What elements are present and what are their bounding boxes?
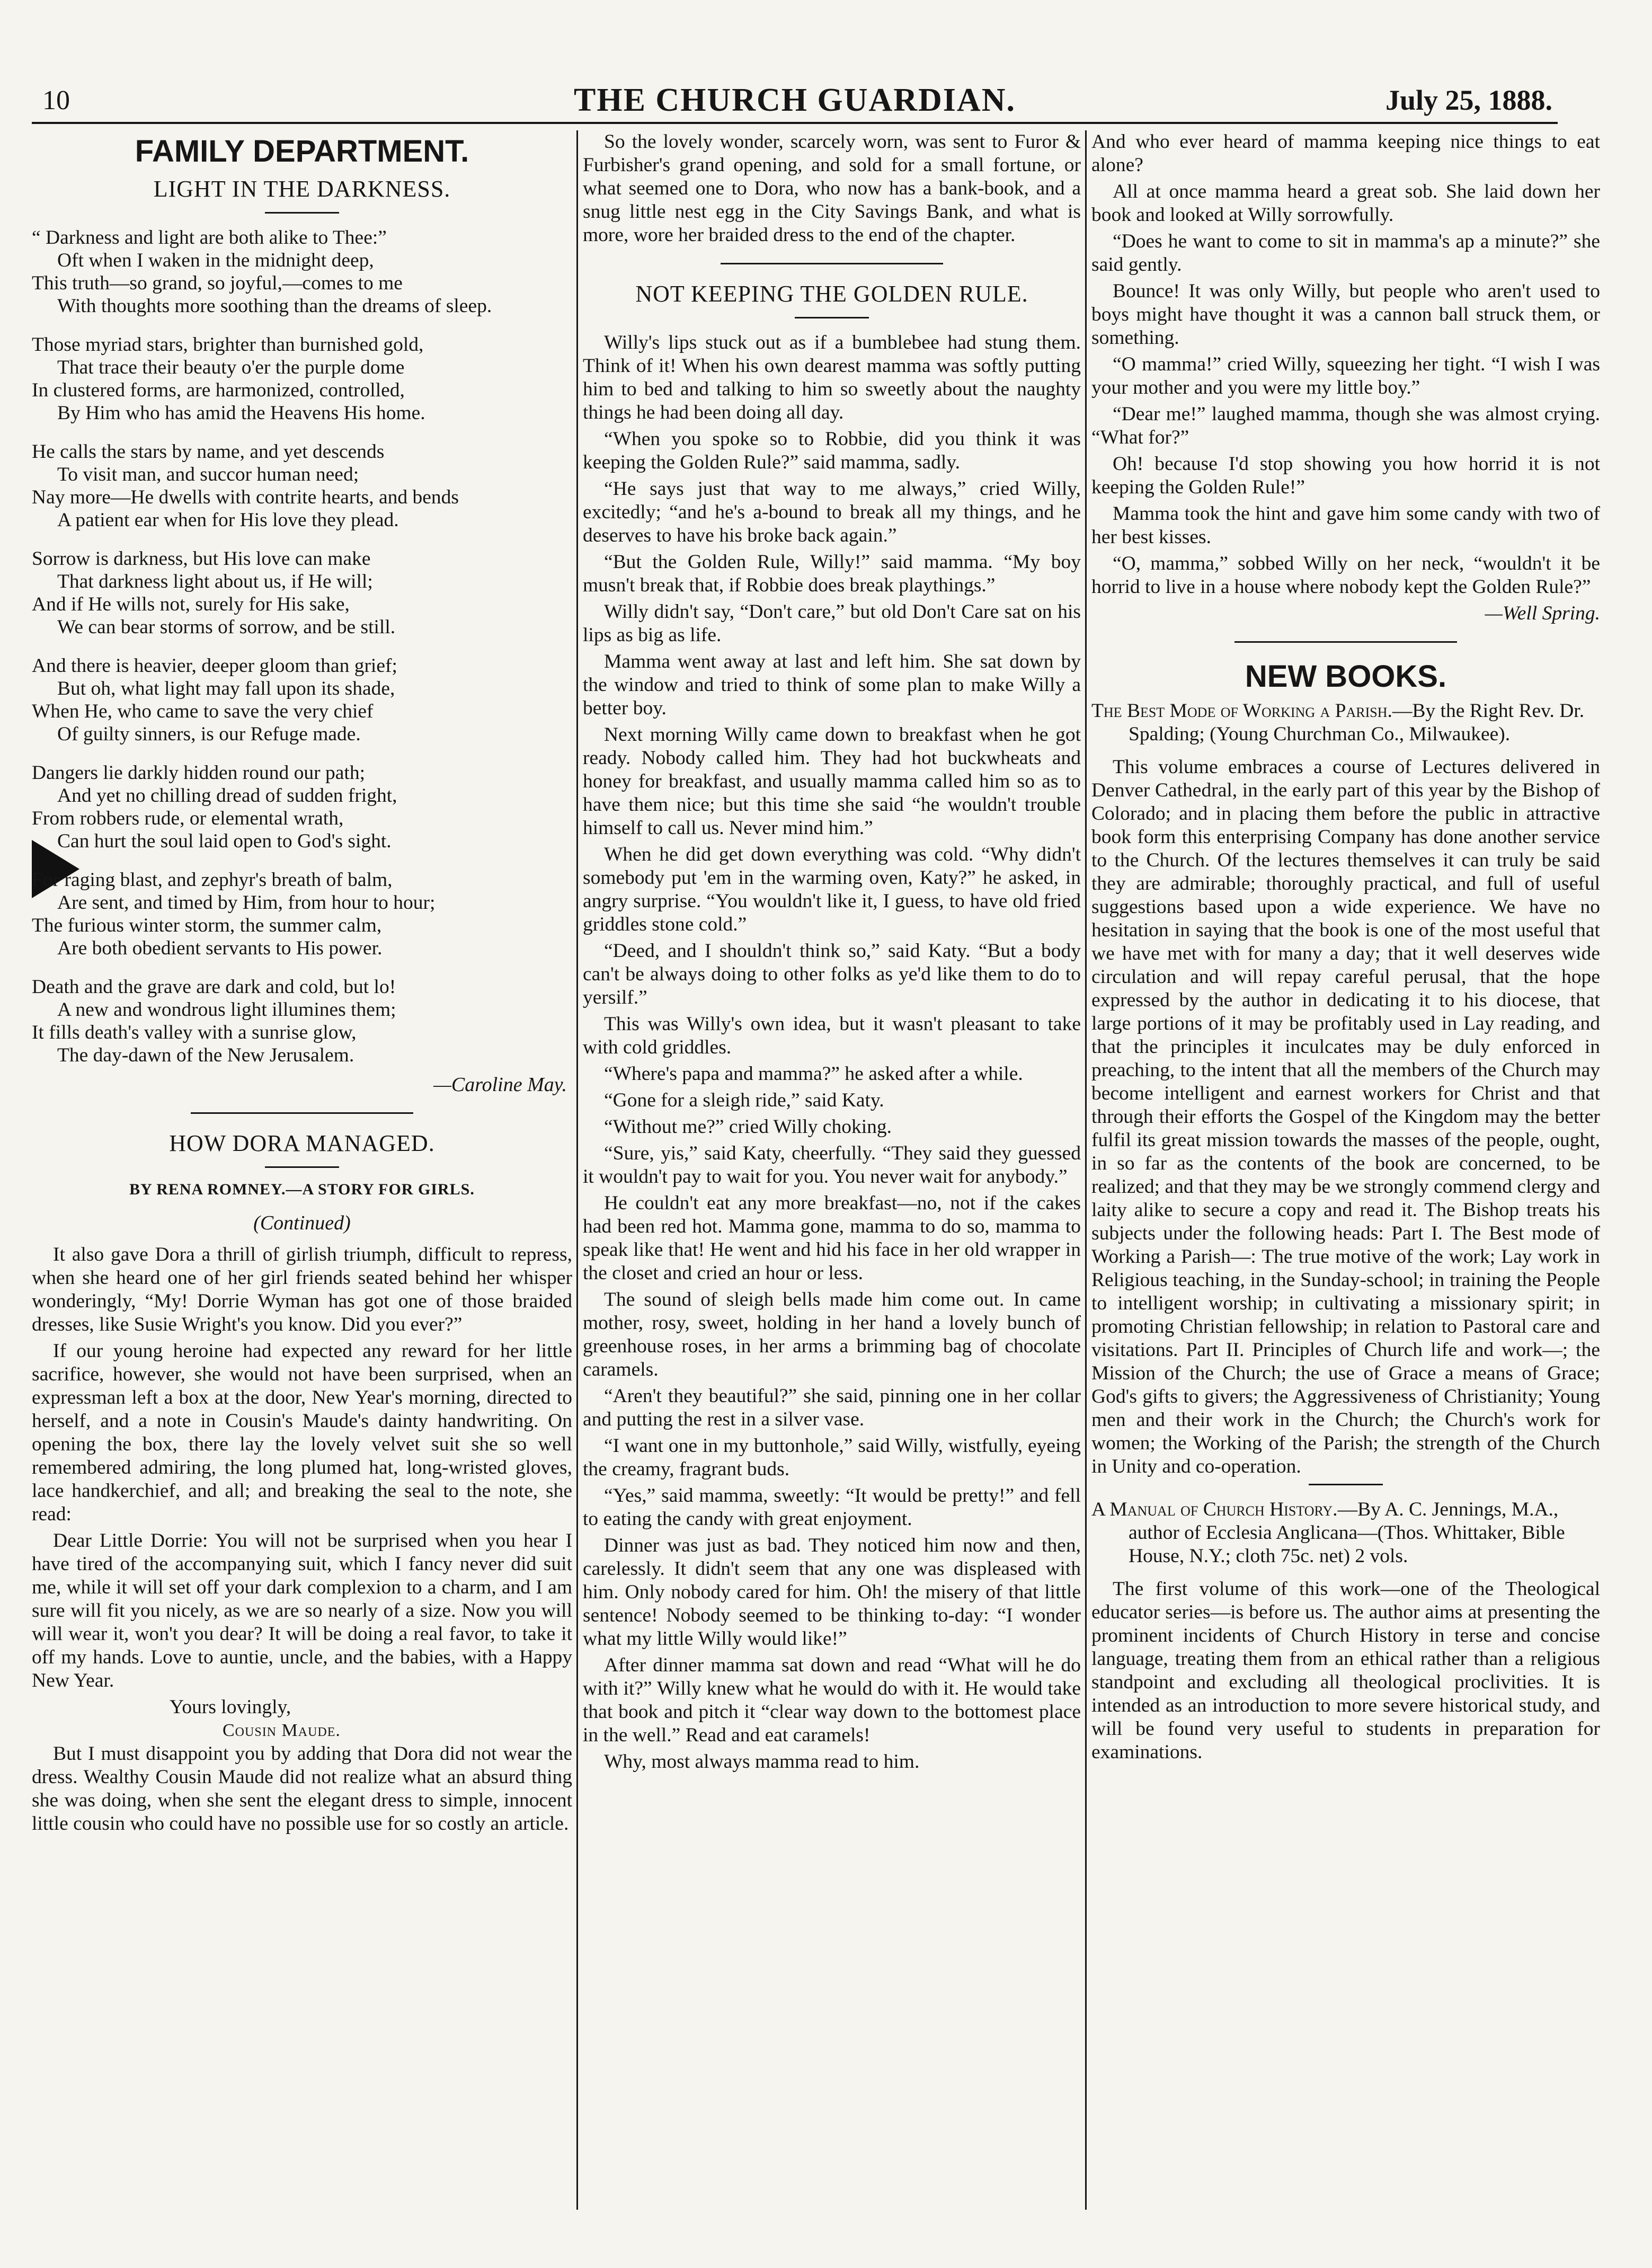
- page-number: 10: [42, 85, 70, 116]
- story-paragraph: All at once mamma heard a great sob. She laid down her book and looked at Willy sorrowfully.: [1091, 181, 1600, 226]
- book-details: —By A. C. Jennings, M.A., author of Ecclesia Anglicana—(Thos. Whittaker, Bible House, N.Y.; cloth 75c. net) 2 vols.: [1129, 1499, 1565, 1567]
- story-paragraph: Dinner was just as bad. They noticed him now and then, carelessly. It didn't seem that any one was displeased with him. Only nobody cared for him. Oh! the misery of that little sentence! Nobody seemed to be thinking to-day: “I wonder what my little Willy would like!”: [583, 1535, 1081, 1650]
- story-paragraph: “But the Golden Rule, Willy!” said mamma. “My boy musn't break that, if Robbie does break playthings.”: [583, 551, 1081, 596]
- poem-line: But oh, what light may fall upon its shade,: [57, 678, 395, 699]
- poem-line: Death and the grave are dark and cold, but lo!: [32, 976, 396, 998]
- story-paragraph: If our young heroine had expected any reward for her little sacrifice, however, she would not have been surprised, when an expressman left a box at the door, New Year's morning, directed to herself, and a note in Cousin's Maude's dainty handwriting. On opening the box, there lay the lovely velvet suit she so well remembered admiring, the long plumed hat, long-wristed gloves, lace handkerchief, and all; and breaking the seal to the note, she read:: [32, 1340, 572, 1525]
- story-paragraph: It also gave Dora a thrill of girlish triumph, difficult to repress, when she heard one of her girl friends seated behind her whisper wonderingly, “My! Dorrie Wyman has got one of those braided dresses, like Susie Wright's you know. Did you ever?”: [32, 1244, 572, 1335]
- newspaper-title: THE CHURCH GUARDIAN.: [574, 82, 1016, 118]
- poem-line: And yet no chilling dread of sudden fright,: [57, 785, 397, 807]
- poem-line: And if He wills not, surely for His sake,: [32, 593, 350, 615]
- book-entry-heading: [1091, 699, 1600, 746]
- poem-line: When He, who came to save the very chief: [32, 701, 374, 722]
- story-paragraph: “O mamma!” cried Willy, squeezing her tight. “I wish I was your mother and you were my little boy.”: [1091, 353, 1600, 398]
- book-details: —By the Right Rev. Dr. Spalding; (Young Churchman Co., Milwaukee).: [1129, 700, 1585, 745]
- story-paragraph: “Without me?” cried Willy choking.: [604, 1116, 892, 1138]
- poem-line: By Him who has amid the Heavens His home.: [57, 402, 425, 424]
- poem-stanza: [32, 547, 572, 639]
- masthead: [32, 74, 1558, 124]
- column-3: [1091, 130, 1600, 2210]
- story-title: HOW DORA MANAGED.: [169, 1130, 435, 1156]
- story-paragraph: “Gone for a sleigh ride,” said Katy.: [604, 1089, 884, 1111]
- divider: [1234, 641, 1457, 643]
- poem-line: That darkness light about us, if He will;: [57, 571, 373, 592]
- poem-line: The furious winter storm, the summer calm,: [32, 915, 382, 936]
- story-paragraph: “He says just that way to me always,” cried Willy, excitedly; “and he's a-bound to break all my things, and he deserves to have his broke back again.”: [583, 478, 1081, 546]
- poem-line: This truth—so grand, so joyful,—comes to me: [32, 272, 403, 294]
- book-entry-heading: [1091, 1498, 1600, 1568]
- story-paragraph: Why, most always mamma read to him.: [604, 1751, 920, 1773]
- book-review: The first volume of this work—one of the Theological educator series—is before us. The author aims at presenting the prominent incidents of Church History in terse and concise language, treating them from an ethical rather than a religious standpoint and excluding all theological proclivities. It is intended as an introduction to more severe historical study, and will be found very useful to students in preparation for examinations.: [1091, 1578, 1600, 1763]
- poem-stanza: [32, 333, 572, 424]
- story-paragraph: “Yes,” said mamma, sweetly: “It would be pretty!” and fell to eating the candy with great enjoyment.: [583, 1485, 1081, 1530]
- story-paragraph: Mamma took the hint and gave him some candy with two of her best kisses.: [1091, 503, 1600, 548]
- story-paragraph: Willy's lips stuck out as if a bumblebee had stung them. Think of it! When his own dearest mamma was softly putting him to bed and talking to him so sweetly about the naughty things he had been doing all day.: [583, 332, 1081, 423]
- divider: [265, 1166, 339, 1168]
- story-paragraph: “O, mamma,” sobbed Willy on her neck, “wouldn't it be horrid to live in a house where nobody kept the Golden Rule?”: [1091, 553, 1600, 598]
- story-title: NOT KEEPING THE GOLDEN RULE.: [635, 281, 1028, 307]
- new-books-heading: NEW BOOKS.: [1245, 659, 1447, 694]
- letter-close: Yours lovingly,: [170, 1696, 291, 1718]
- story-byline: BY RENA ROMNEY.—A STORY FOR GIRLS.: [129, 1181, 475, 1198]
- divider: [721, 263, 943, 264]
- poem-line: It fills death's valley with a sunrise glow,: [32, 1022, 357, 1043]
- poem-stanza: [32, 440, 572, 531]
- poem-line: For raging blast, and zephyr's breath of balm,: [32, 869, 393, 891]
- poem-stanza: [32, 654, 572, 746]
- divider: [1309, 1484, 1383, 1485]
- story-paragraph: “Sure, yis,” said Katy, cheerfully. “They said they guessed it wouldn't pay to wait for you. You never wait for anybody.”: [583, 1142, 1081, 1188]
- poem-line: A patient ear when for His love they plead.: [57, 509, 399, 531]
- column-1: [32, 130, 572, 2210]
- poem-line: Are both obedient servants to His power.: [57, 937, 383, 959]
- continued-label: (Continued): [253, 1212, 351, 1234]
- divider: [191, 1112, 413, 1114]
- poem-stanza: [32, 976, 572, 1067]
- story-paragraph: He couldn't eat any more breakfast—no, not if the cakes had been red hot. Mamma gone, mamma to do so, mamma to speak like that! He went and hid his face in her old wrapper in the closet and cried an hour or less.: [583, 1192, 1081, 1284]
- poem-line: In clustered forms, are harmonized, controlled,: [32, 379, 405, 401]
- poem-line: To visit man, and succor human need;: [57, 464, 359, 485]
- story-paragraph: When he did get down everything was cold. “Why didn't somebody put 'em in the warming oven, Katy?” he asked, in angry surprise. “You wouldn't like it, I guess, to have old fried griddles stone cold.”: [583, 844, 1081, 935]
- story-paragraph: Mamma went away at last and left him. She sat down by the window and tried to think of some plan to make Willy a better boy.: [583, 651, 1081, 719]
- story-paragraph: This was Willy's own idea, but it wasn't pleasant to take with cold griddles.: [583, 1013, 1081, 1058]
- poem-line: Can hurt the soul laid open to God's sight.: [57, 830, 392, 852]
- poem-body: [32, 226, 572, 1067]
- story-source: —Well Spring.: [1485, 603, 1600, 624]
- story-paragraph: “Dear me!” laughed mamma, though she was almost crying. “What for?”: [1091, 403, 1600, 448]
- story-letter: Dear Little Dorrie: You will not be surprised when you hear I have tired of the accompanying suit, which I fancy never did suit me, while it will set off your dark complexion to a charm, and I am sure will fit you nicely, as we are so nearly of a size. Now you will will wear it, won't you dear? It will be doing a real favor, to take it off my hands. Love to auntie, uncle, and the babies, with a Happy New Year.: [32, 1530, 572, 1691]
- divider: [795, 317, 869, 318]
- story-paragraph: “Aren't they beautiful?” she said, pinning one in her collar and putting the rest in a silver vase.: [583, 1385, 1081, 1430]
- column-rule: [1085, 130, 1087, 2210]
- story-paragraph: “Does he want to come to sit in mamma's ap a minute?” she said gently.: [1091, 231, 1600, 276]
- story-paragraph: “I want one in my buttonhole,” said Willy, wistfully, eyeing the creamy, fragrant buds.: [583, 1435, 1081, 1480]
- poem-line: The day-dawn of the New Jerusalem.: [57, 1044, 354, 1066]
- poem-line: A new and wondrous light illumines them;: [57, 999, 396, 1021]
- story-paragraph: “When you spoke so to Robbie, did you think it was keeping the Golden Rule?” said mamma, sadly.: [583, 428, 1081, 473]
- story-paragraph: And who ever heard of mamma keeping nice things to eat alone?: [1091, 131, 1600, 176]
- story-paragraph: After dinner mamma sat down and read “What will he do with it?” Willy knew what he would do with it. He would take that book and pitch it “clear way down to the bottomest place in the well.” Read and eat caramels!: [583, 1654, 1081, 1746]
- story-paragraph: “Deed, and I shouldn't think so,” said Katy. “But a body can't be always doing to other folks as ye'd like them to do to yersilf.”: [583, 940, 1081, 1008]
- poem-line: We can bear storms of sorrow, and be still.: [57, 616, 396, 638]
- book-title: The Best Mode of Working a Parish.: [1091, 700, 1392, 722]
- poem-line: Nay more—He dwells with contrite hearts, and bends: [32, 486, 459, 508]
- poem-title: LIGHT IN THE DARKNESS.: [153, 176, 451, 202]
- poem-line: Are sent, and timed by Him, from hour to hour;: [57, 892, 436, 914]
- column-2: [583, 130, 1081, 2210]
- poem-line: Those myriad stars, brighter than burnished gold,: [32, 334, 424, 356]
- divider: [265, 212, 339, 214]
- story-paragraph: “Where's papa and mamma?” he asked after a while.: [604, 1063, 1023, 1085]
- poem-line: Sorrow is darkness, but His love can make: [32, 548, 371, 570]
- book-review: This volume embraces a course of Lectures delivered in Denver Cathedral, in the early part of this year by the Bishop of Colorado; and in placing them before the public in attractive book form this enterprising Company has done another service to the Church. Of the lectures themselves it can truly be said they are admirable; thoroughly practical, and full of useful suggestions based upon a wide experience. We have no hesitation in saying that the book is one of the most useful that we have met with for many a day; that it well deserves wide circulation and will repay careful perusal, that the hope expressed by the author in dedicating it to his diocese, that large portions of it may be profitably used in Lay reading, and that the principles it inculcates may be duly enforced in preaching, to the intent that all the members of the Church may become intelligent and earnest workers for Christ and that through their efforts the Gospel of the Kingdom may the better fulfil its great mission towards the masses of the people, ought, in so far as the contents of the book are concerned, to be realized; and that they may be we strongly commend clergy and laity alike to secure a copy and read it. The Bishop treats his subjects under the following heads: Part I. The Best mode of Working a Parish—: The true motive of the work; Lay work in Religious teaching, in the Sunday-school; in training the People to intelligent worship; in cultivating a missionary spirit; in promoting Christian fellowship; in relation to Pastoral care and visitations. Part II. Principles of Church life and work—; the Mission of the Church; the use of Grace a means of Grace; God's gifts to givers; the Aggressiveness of Christianity; Young men and their work in the Church; the Church's work for women; the Working of the Parish; the strength of the Church in Unity and co-operation.: [1091, 756, 1600, 1477]
- story-paragraph: But I must disappoint you by adding that Dora did not wear the dress. Wealthy Cousin Maude did not realize what an absurd thing she was doing, when she sent the elegant dress to simple, innocent little cousin who could have no possible use for so costly an article.: [32, 1743, 572, 1835]
- poem-line: Of guilty sinners, is our Refuge made.: [57, 723, 361, 745]
- letter-signature: Cousin Maude.: [223, 1721, 341, 1740]
- story-body-continued: [1091, 130, 1600, 599]
- poem-line: That trace their beauty o'er the purple dome: [57, 357, 405, 378]
- poem-line: Dangers lie darkly hidden round our path;: [32, 762, 366, 784]
- poem-line: From robbers rude, or elemental wrath,: [32, 808, 344, 829]
- story-paragraph: Bounce! It was only Willy, but people who aren't used to boys might have thought it was a cannon ball struck them, or something.: [1091, 280, 1600, 349]
- poem-stanza: [32, 761, 572, 853]
- poem-line: He calls the stars by name, and yet descends: [32, 441, 385, 463]
- story-paragraph: Oh! because I'd stop showing you how horrid it is not keeping the Golden Rule!”: [1091, 453, 1600, 498]
- column-rule: [576, 130, 578, 2210]
- story-paragraph: So the lovely wonder, scarcely worn, was sent to Furor & Furbisher's grand opening, and sold for a small fortune, or what seemed one to Dora, who now has a bank-book, and a snug little nest egg in the City Savings Bank, and what is more, wore her braided dress to the end of the chapter.: [583, 131, 1081, 246]
- story-body: [583, 331, 1081, 1774]
- poem-line: With thoughts more soothing than the dreams of sleep.: [57, 295, 492, 317]
- poem-stanza: [32, 226, 572, 317]
- story-paragraph: Next morning Willy came down to breakfast when he got ready. Nobody called him. They had hot buckwheats and honey for breakfast, and usually mamma called him so as to have them nice; but this time she said “he wouldn't trouble himself to call us. Never mind him.”: [583, 724, 1081, 839]
- book-title: A Manual of Church History.: [1091, 1499, 1338, 1520]
- story-paragraph: Willy didn't say, “Don't care,” but old Don't Care sat on his lips as big as life.: [583, 601, 1081, 646]
- issue-date: July 25, 1888.: [1385, 84, 1552, 116]
- family-department-heading: FAMILY DEPARTMENT.: [135, 134, 469, 169]
- poem-stanza: [32, 869, 572, 960]
- story-paragraph: The sound of sleigh bells made him come out. In came mother, rosy, sweet, holding in her hand a lovely bunch of greenhouse roses, in her arms a brimming bag of chocolate caramels.: [583, 1289, 1081, 1380]
- poem-line: And there is heavier, deeper gloom than grief;: [32, 655, 397, 677]
- poem-attribution: —Caroline May.: [433, 1074, 567, 1096]
- poem-line: “ Darkness and light are both alike to Thee:”: [32, 227, 387, 249]
- poem-line: Oft when I waken in the midnight deep,: [57, 250, 374, 271]
